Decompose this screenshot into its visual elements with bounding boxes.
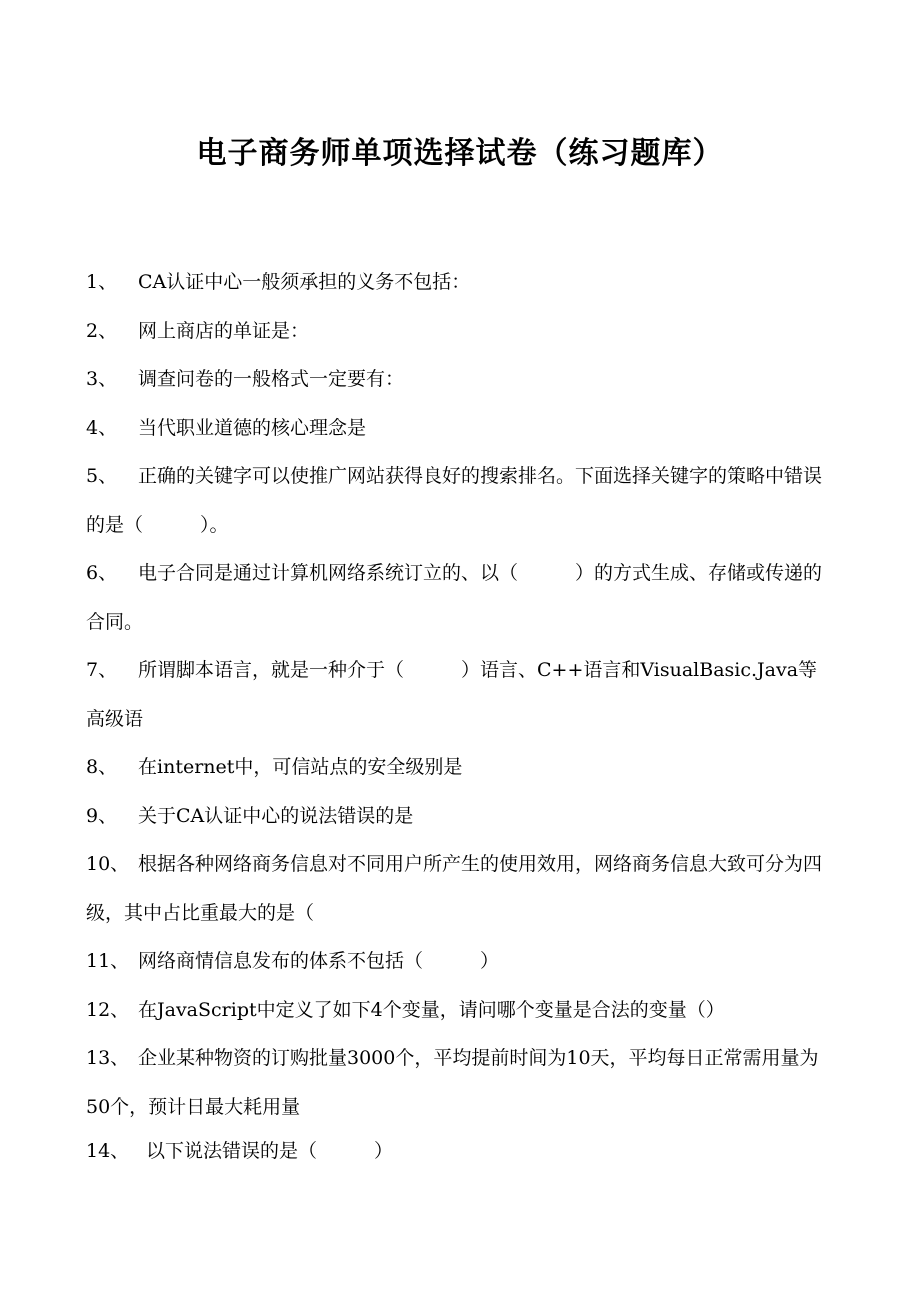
question-item: [86, 1131, 826, 1171]
question-text: 所谓脚本语言，就是一种介于（ ）语言、C++语言和VisualBasic.Java等高级语: [86, 659, 818, 730]
question-text: 电子合同是通过计算机网络系统订立的、以（ ）的方式生成、存储或传递的合同。: [86, 562, 823, 633]
question-list: [86, 258, 826, 1171]
question-item: [86, 258, 826, 307]
question-text: 网上商店的单证是：: [138, 319, 310, 342]
question-item: [86, 840, 826, 937]
question-text: 在internet中，可信站点的安全级别是: [138, 756, 463, 778]
question-item: [86, 743, 826, 792]
question-number: 1、: [86, 271, 118, 293]
question-item: [86, 307, 826, 356]
question-item: [86, 937, 826, 986]
question-text: 以下说法错误的是（ ）: [146, 1140, 394, 1162]
question-number: 10、: [86, 853, 130, 875]
question-number: 5、: [86, 465, 118, 487]
question-text: 调查问卷的一般格式一定要有：: [138, 368, 405, 390]
question-number: 7、: [86, 659, 118, 681]
question-number: 2、: [86, 319, 118, 342]
question-item: [86, 452, 826, 549]
question-number: 12、: [86, 998, 130, 1021]
question-text: 正确的关键字可以使推广网站获得良好的搜索排名。下面选择关键字的策略中错误的是（ ）。: [86, 465, 823, 536]
question-item: [86, 792, 826, 841]
question-number: 3、: [86, 368, 118, 390]
question-number: 14、: [86, 1140, 130, 1162]
question-number: 9、: [86, 804, 118, 827]
question-number: 11、: [86, 950, 130, 972]
question-item: [86, 986, 826, 1035]
question-item: [86, 404, 826, 453]
question-text: 在JavaScript中定义了如下4个变量，请问哪个变量是合法的变量（）: [138, 998, 725, 1021]
question-text: 根据各种网络商务信息对不同用户所产生的使用效用，网络商务信息大致可分为四级，其中占比重最大的是（: [86, 853, 823, 924]
question-number: 4、: [86, 416, 118, 439]
question-item: [86, 646, 826, 743]
question-text: 网络商情信息发布的体系不包括（ ）: [138, 950, 500, 972]
question-text: CA认证中心一般须承担的义务不包括：: [138, 271, 471, 293]
question-item: [86, 549, 826, 646]
question-text: 企业某种物资的订购批量3000个，平均提前时间为10天，平均每日正常需用量为50个，预计日最大耗用量: [86, 1047, 819, 1118]
question-item: [86, 355, 826, 404]
question-number: 6、: [86, 562, 118, 584]
question-item: [86, 1034, 826, 1131]
page-title: 电子商务师单项选择试卷（练习题库）: [196, 136, 724, 171]
question-number: 13、: [86, 1047, 130, 1069]
question-text: 当代职业道德的核心理念是: [138, 416, 367, 439]
question-text: 关于CA认证中心的说法错误的是: [138, 804, 414, 827]
question-number: 8、: [86, 756, 118, 778]
